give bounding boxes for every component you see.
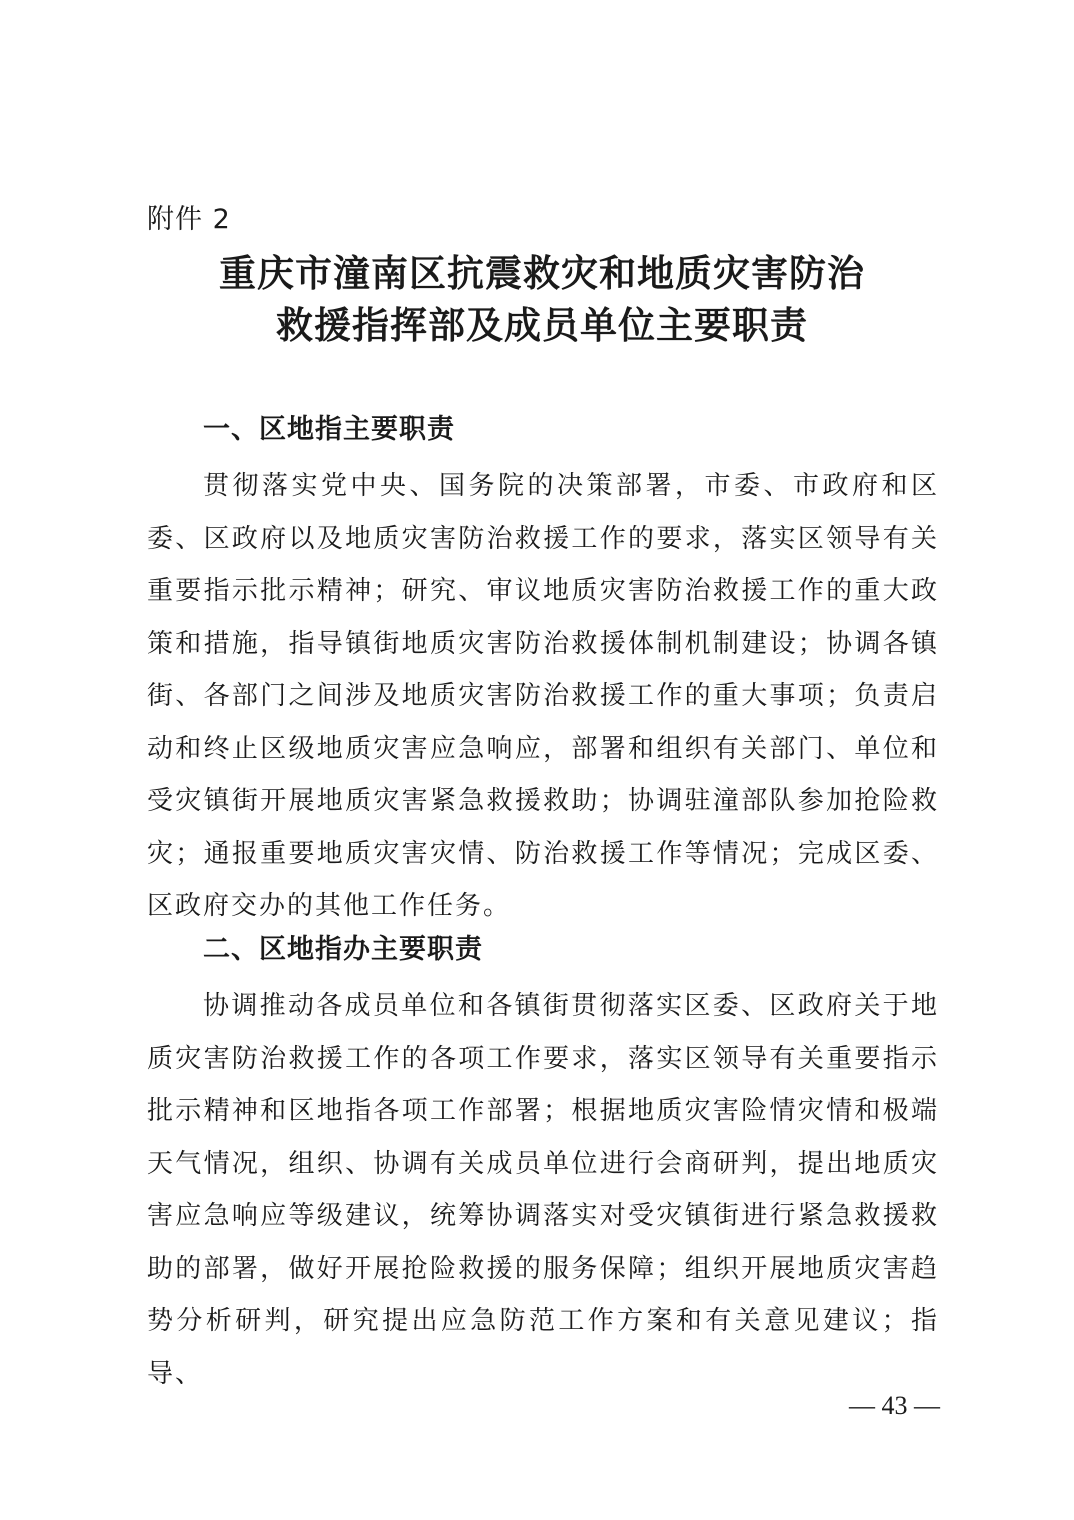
document-title-line-1: 重庆市潼南区抗震救灾和地质灾害防治 <box>219 251 865 295</box>
section-body-1: 贯彻落实党中央、国务院的决策部署，市委、市政府和区委、区政府以及地质灾害防治救援工作的要求，落实区领导有关重要指示批示精神；研究、审议地质灾害防治救援工作的重大政策和措施，指导镇街地质灾害防治救援体制机制建设；协调各镇街、各部门之间涉及地质灾害防治救援工作的重大事项；负责启动和终止区级地质灾害应急响应，部署和组织有关部门、单位和受灾镇街开展地质灾害紧急救援救助；协调驻潼部队参加抢险救灾；通报重要地质灾害灾情、防治救援工作等情况；完成区委、区政府交办的其他工作任务。 <box>147 471 939 921</box>
page-number: — 43 — <box>849 1391 940 1420</box>
section-heading-2: 二、区地指办主要职责 <box>203 934 483 965</box>
section-heading-1: 一、区地指主要职责 <box>203 414 455 445</box>
section-body-2: 协调推动各成员单位和各镇街贯彻落实区委、区政府关于地质灾害防治救援工作的各项工作要求，落实区领导有关重要指示批示精神和区地指各项工作部署；根据地质灾害险情灾情和极端天气情况，组织、协调有关成员单位进行会商研判，提出地质灾害应急响应等级建议，统筹协调落实对受灾镇街进行紧急救援救助的部署，做好开展抢险救援的服务保障；组织开展地质灾害趋势分析研判，研究提出应急防范工作方案和有关意见建议；指导、 <box>147 991 939 1389</box>
document-title-line-2: 救援指挥部及成员单位主要职责 <box>276 303 808 347</box>
attachment-label: 附件 2 <box>147 204 231 235</box>
